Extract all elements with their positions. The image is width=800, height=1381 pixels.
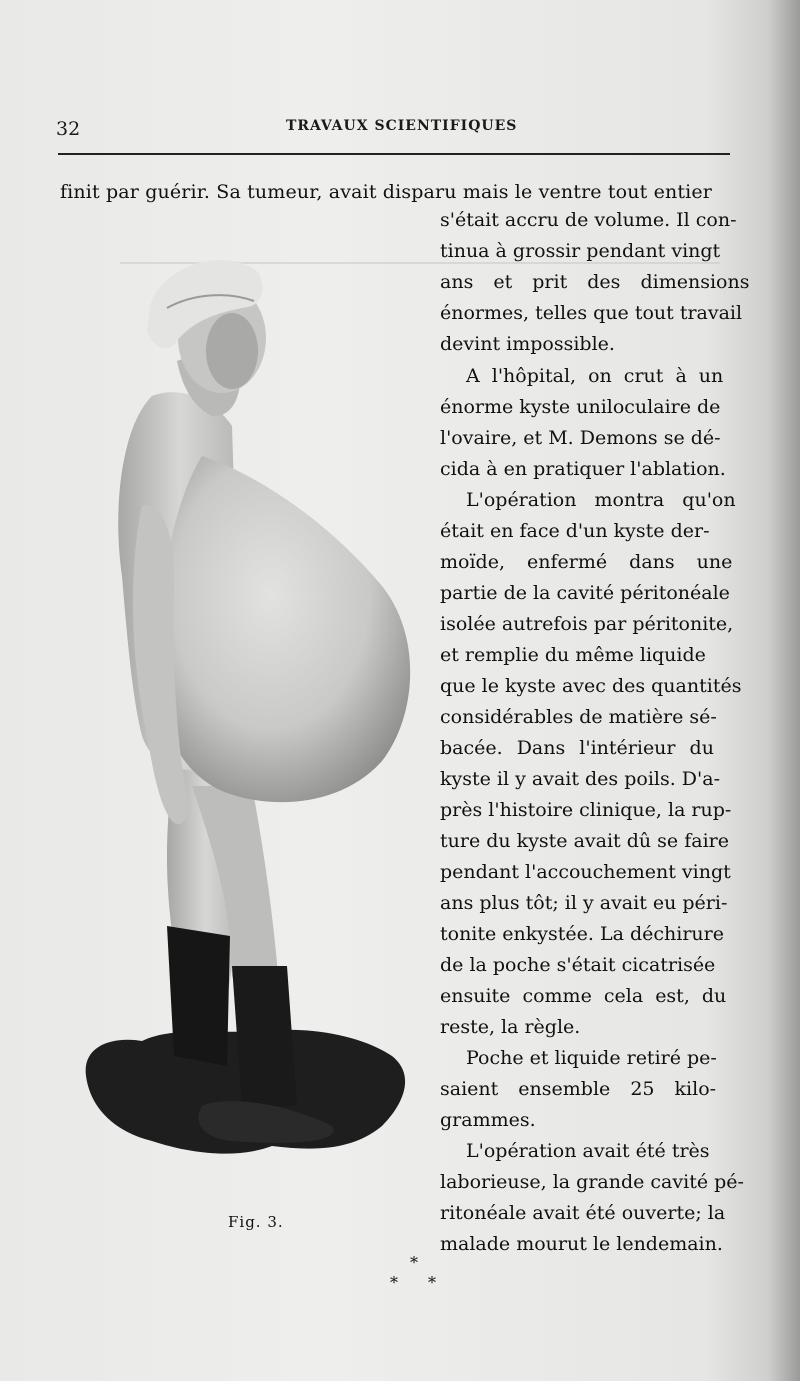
- body-line: ritonéale avait été ouverte; la: [440, 1202, 726, 1224]
- body-line: et remplie du même liquide: [440, 644, 706, 666]
- body-line: kyste il y avait des poils. D'a-: [440, 768, 721, 790]
- body-line: partie de la cavité péritonéale: [440, 582, 730, 604]
- body-line: tinua à grossir pendant vingt: [440, 240, 721, 262]
- body-line: A l'hôpital, on crut à un: [466, 365, 724, 387]
- figure-caption: Fig. 3.: [228, 1213, 284, 1231]
- page-number: 32: [56, 118, 81, 140]
- body-line: s'était accru de volume. Il con-: [440, 209, 737, 231]
- body-line: ans plus tôt; il y avait eu péri-: [440, 892, 728, 914]
- body-line: énormes, telles que tout travail: [440, 302, 743, 324]
- asterism-star: *: [428, 1273, 436, 1292]
- asterism-ornament: [388, 1255, 448, 1295]
- body-line: considérables de matière sé-: [440, 706, 717, 728]
- body-line: moïde, enfermé dans une: [440, 551, 733, 573]
- body-line: malade mourut le lendemain.: [440, 1233, 723, 1255]
- asterism-star: *: [390, 1273, 398, 1292]
- body-line: cida à en pratiquer l'ablation.: [440, 458, 726, 480]
- body-line: pendant l'accouchement vingt: [440, 861, 731, 883]
- body-line: ture du kyste avait dû se faire: [440, 830, 729, 852]
- body-line: finit par guérir. Sa tumeur, avait disparu mais le ventre tout entier: [60, 181, 713, 203]
- body-line: L'opération avait été très: [466, 1140, 710, 1162]
- body-line: énorme kyste uniloculaire de: [440, 396, 721, 418]
- body-line: tonite enkystée. La déchirure: [440, 923, 724, 945]
- figure-abdomen: [156, 456, 410, 802]
- running-head: TRAVAUX SCIENTIFIQUES: [286, 118, 518, 134]
- body-line: était en face d'un kyste der-: [440, 520, 710, 542]
- body-line: près l'histoire clinique, la rup-: [440, 799, 732, 821]
- stockings: [167, 926, 230, 1066]
- header-rule: [58, 153, 730, 155]
- body-line: Poche et liquide retiré pe-: [466, 1047, 717, 1069]
- body-line: reste, la règle.: [440, 1016, 581, 1038]
- asterism-star: *: [410, 1253, 418, 1272]
- body-line: grammes.: [440, 1109, 536, 1131]
- body-line: ans et prit des dimensions: [440, 271, 750, 293]
- body-line: bacée. Dans l'intérieur du: [440, 737, 714, 759]
- body-line: devint impossible.: [440, 333, 615, 355]
- body-line: que le kyste avec des quantités: [440, 675, 742, 697]
- body-line: saient ensemble 25 kilo-: [440, 1078, 717, 1100]
- body-line: isolée autrefois par péritonite,: [440, 613, 734, 635]
- body-line: ensuite comme cela est, du: [440, 985, 727, 1007]
- figure-photograph: [82, 246, 412, 1186]
- body-line: l'ovaire, et M. Demons se dé-: [440, 427, 721, 449]
- body-line: de la poche s'était cicatrisée: [440, 954, 716, 976]
- body-line: L'opération montra qu'on: [466, 489, 736, 511]
- body-line: laborieuse, la grande cavité pé-: [440, 1171, 744, 1193]
